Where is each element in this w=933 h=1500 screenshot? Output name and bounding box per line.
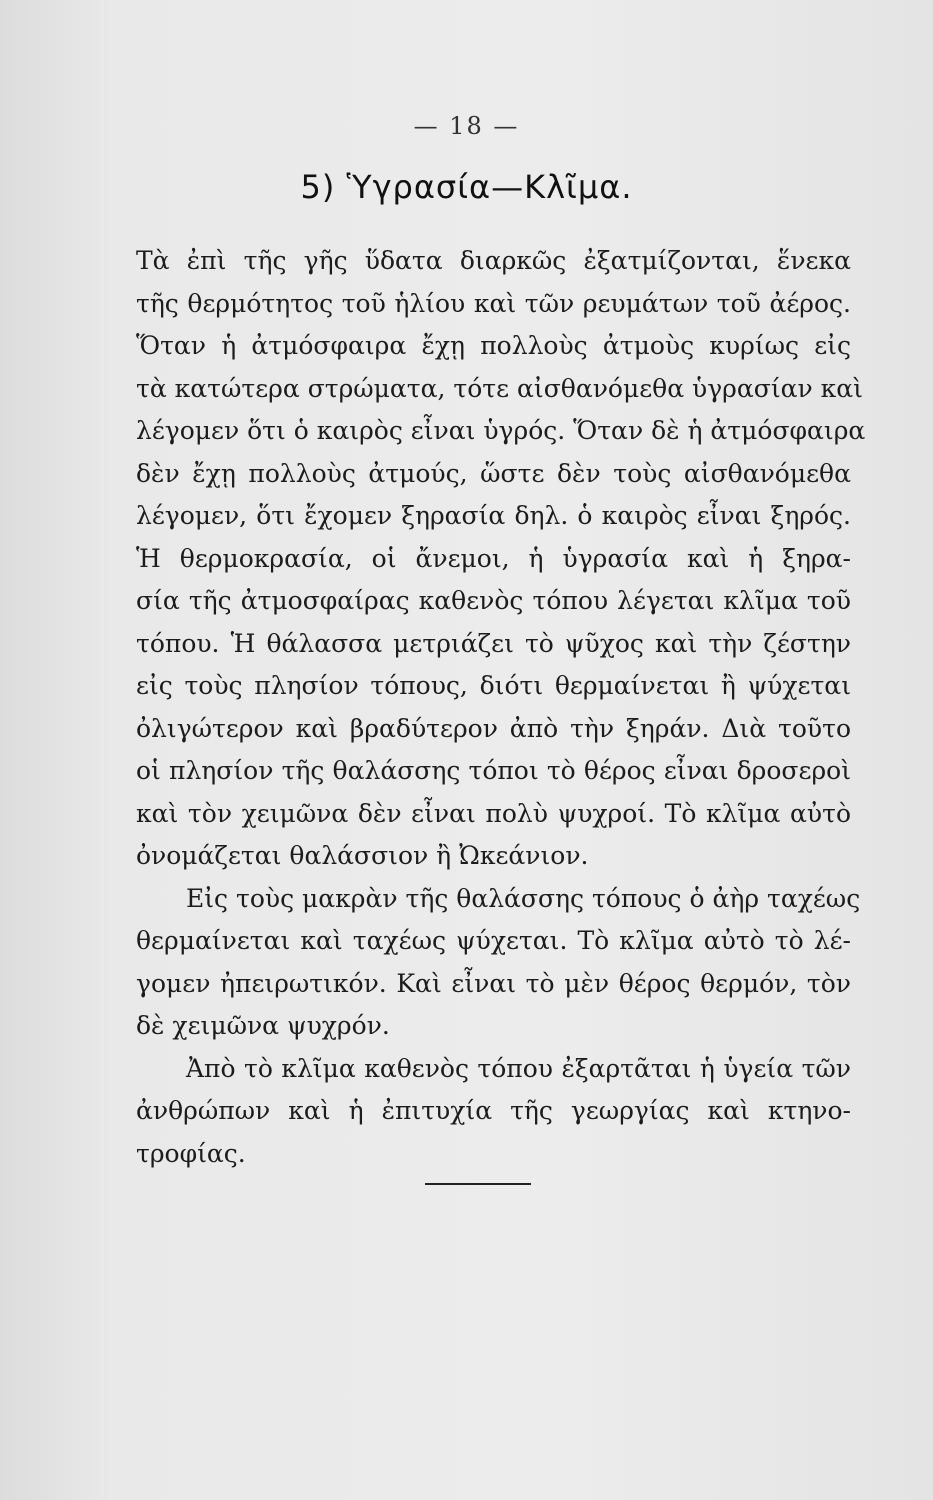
text-line: ὀνομάζεται θαλάσσιον ἢ Ὠκεάνιον. — [136, 841, 589, 870]
text-line: γομεν ἠπειρωτικόν. Καὶ εἶναι τὸ μὲν θέρος θερμόν, τὸν — [136, 968, 851, 998]
page-number: — 18 — — [413, 112, 520, 140]
text-line: τῆς θερμότητος τοῦ ἡλίου καὶ τῶν ρευμάτων τοῦ ἀέρος. — [136, 288, 851, 318]
text-line: λέγομεν, ὅτι ἔχομεν ξηρασία δηλ. ὁ καιρὸς εἶναι ξηρός. — [136, 501, 851, 530]
text-line: ὀλιγώτερον καὶ βραδύτερον ἀπὸ τὴν ξηράν. Διὰ τοῦτο — [136, 713, 851, 743]
text-line: Ὅταν ἡ ἀτμόσφαιρα ἔχῃ πολλοὺς ἀτμοὺς κυρίως εἰς — [136, 331, 851, 360]
text-line: σία τῆς ἀτμοσφαίρας καθενὸς τόπου λέγεται κλῖμα τοῦ — [136, 586, 851, 615]
text-line: καὶ τὸν χειμῶνα δὲν εἶναι πολὺ ψυχροί. Τὸ κλῖμα αὐτὸ — [136, 798, 851, 828]
text-line: οἱ πλησίον τῆς θαλάσσης τόποι τὸ θέρος εἶναι δροσεροὶ — [136, 756, 851, 785]
text-line: δὲν ἔχῃ πολλοὺς ἀτμούς, ὥστε δὲν τοὺς αἰσθανόμεθα — [136, 458, 851, 488]
text-line: λέγομεν ὅτι ὁ καιρὸς εἶναι ὑγρός. Ὅταν δὲ ἡ ἀτμόσφαιρα — [136, 416, 866, 445]
text-line: δὲ χειμῶνα ψυχρόν. — [136, 1011, 390, 1040]
text-line: τὰ κατώτερα στρώματα, τότε αἰσθανόμεθα ὑγρασίαν καὶ — [136, 373, 863, 403]
text-line: τροφίας. — [136, 1138, 246, 1168]
text-line: Ἡ θερμοκρασία, οἱ ἄνεμοι, ἡ ὑγρασία καὶ ἡ ξηρα- — [136, 543, 851, 573]
text-line: εἰς τοὺς πλησίον τόπους, διότι θερμαίνεται ἢ ψύχεται — [136, 671, 851, 700]
text-line: Εἰς τοὺς μακρὰν τῆς θαλάσσης τόπους ὁ ἀὴρ ταχέως — [186, 883, 861, 913]
end-rule — [425, 1183, 531, 1185]
text-line: Ἀπὸ τὸ κλῖμα καθενὸς τόπου ἐξαρτᾶται ἡ ὑγεία τῶν — [186, 1053, 851, 1083]
text-line: Τὰ ἐπὶ τῆς γῆς ὕδατα διαρκῶς ἐξατμίζονται, ἕνεκα — [136, 246, 851, 275]
section-heading: 5) Ὑγρασία—Κλῖμα. — [300, 168, 633, 206]
body-text — [136, 240, 866, 1175]
text-line: τόπου. Ἡ θάλασσα μετριάζει τὸ ψῦχος καὶ τὴν ζέστην — [136, 628, 851, 658]
text-line: θερμαίνεται καὶ ταχέως ψύχεται. Τὸ κλῖμα αὐτὸ τὸ λέ- — [136, 926, 851, 955]
text-line: ἀνθρώπων καὶ ἡ ἐπιτυχία τῆς γεωργίας καὶ κτηνο- — [136, 1096, 851, 1125]
